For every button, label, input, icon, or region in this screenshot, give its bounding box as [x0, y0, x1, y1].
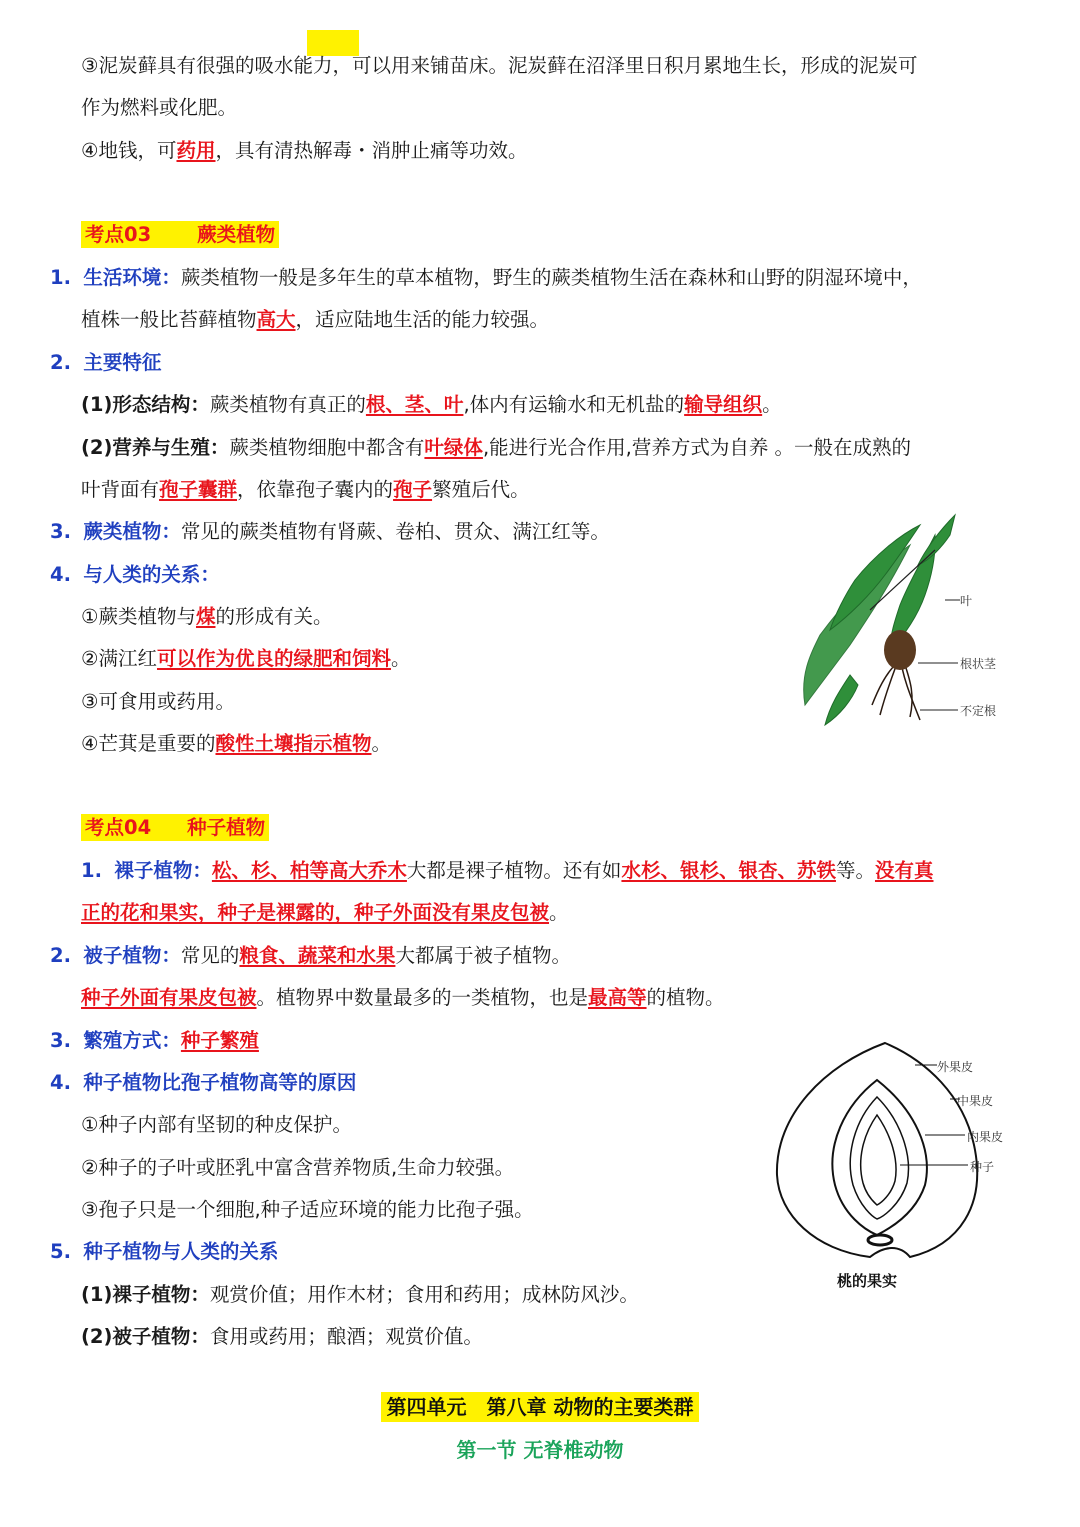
k03-item-2b: (2)营养与生殖：蕨类植物细胞中都含有叶绿体,能进行光合作用,营养方式为自养 。一般在成熟的 [81, 436, 912, 459]
intro-line-2: 作为燃料或化肥。 [81, 96, 238, 119]
k03-item-4: 4. 与人类的关系： [50, 563, 220, 586]
k03-relation-2: ②满江红可以作为优良的绿肥和饲料。 [81, 647, 411, 670]
k03-item-3: 3. 蕨类植物：常见的蕨类植物有肾蕨、卷柏、贯众、满江红等。 [50, 520, 610, 543]
fern-label-root: 不定根 [960, 704, 997, 718]
k04-reason-2: ②种子的子叶或胚乳中富含营养物质,生命力较强。 [81, 1156, 515, 1179]
fern-illustration [760, 505, 1040, 745]
unit-heading: 第四单元 第八章 动物的主要类群 [0, 1394, 1080, 1421]
fern-label-leaf: 叶 [960, 594, 973, 608]
k04-item-1-cont: 正的花和果实，种子是裸露的，种子外面没有果皮包被。 [81, 901, 569, 924]
k03-item-2: 2. 主要特征 [50, 351, 162, 374]
k03-item-2a: (1)形态结构：蕨类植物有真正的根、茎、叶,体内有运输水和无机盐的输导组织。 [81, 393, 782, 416]
section-name: 种子植物 [153, 814, 269, 841]
k04-item-3: 3. 繁殖方式：种子繁殖 [50, 1029, 259, 1052]
section-tag: 考点04 [81, 814, 155, 841]
section-heading-k04 [81, 815, 269, 841]
peach-caption: 桃的果实 [837, 1272, 898, 1290]
k03-item-1: 1. 生活环境：蕨类植物一般是多年生的草本植物，野生的蕨类植物生活在森林和山野的阴湿环境中， [50, 266, 922, 289]
k03-item-2b-cont: 叶背面有孢子囊群，依靠孢子囊内的孢子繁殖后代。 [81, 478, 530, 501]
peach-label-seed: 种子 [970, 1160, 995, 1174]
peach-label-mesocarp: 中果皮 [957, 1094, 994, 1108]
k04-item-5: 5. 种子植物与人类的关系 [50, 1240, 279, 1263]
peach-label-exocarp: 外果皮 [937, 1060, 974, 1074]
peach-illustration [765, 1035, 1025, 1265]
peach-figure [765, 1035, 1025, 1295]
k03-relation-3: ③可食用或药用。 [81, 690, 235, 713]
k04-item-2: 2. 被子植物：常见的粮食、蔬菜和水果大都属于被子植物。 [50, 944, 571, 967]
k04-reason-3: ③孢子只是一个细胞,种子适应环境的能力比孢子强。 [81, 1198, 534, 1221]
k04-reason-1: ①种子内部有坚韧的种皮保护。 [81, 1113, 352, 1136]
intro-line-3: ④地钱，可药用，具有清热解毒・消肿止痛等功效。 [81, 139, 528, 162]
k04-relation-2: (2)被子植物：食用或药用；酿酒；观赏价值。 [81, 1325, 483, 1348]
k04-relation-1: (1)裸子植物：观赏价值；用作木材；食用和药用；成林防风沙。 [81, 1283, 639, 1306]
peach-label-endocarp: 内果皮 [967, 1130, 1004, 1144]
k03-relation-1: ①蕨类植物与煤的形成有关。 [81, 605, 333, 628]
intro-line-1: ③泥炭藓具有很强的吸水能力，可以用来铺苗床。泥炭藓在沼泽里日积月累地生长，形成的泥炭可 [81, 54, 918, 77]
section-tag: 考点03 [81, 221, 155, 248]
fern-figure [760, 505, 1040, 745]
k04-item-2-cont: 种子外面有果皮包被。植物界中数量最多的一类植物，也是最高等的植物。 [81, 986, 725, 1009]
subsection-heading: 第一节 无脊椎动物 [456, 1438, 624, 1462]
k03-item-1-cont: 植株一般比苔藓植物高大，适应陆地生活的能力较强。 [81, 308, 550, 331]
fern-label-stem: 根状茎 [960, 657, 997, 671]
k04-item-4: 4. 种子植物比孢子植物高等的原因 [50, 1071, 357, 1094]
k03-relation-4: ④芒萁是重要的酸性土壤指示植物。 [81, 732, 392, 755]
k04-item-1: 1. 裸子植物：松、杉、柏等高大乔木大都是裸子植物。还有如水杉、银杉、银杏、苏铁等。没有真 [81, 859, 934, 882]
section-heading-k03 [81, 222, 279, 248]
section-name: 蕨类植物 [153, 221, 279, 248]
